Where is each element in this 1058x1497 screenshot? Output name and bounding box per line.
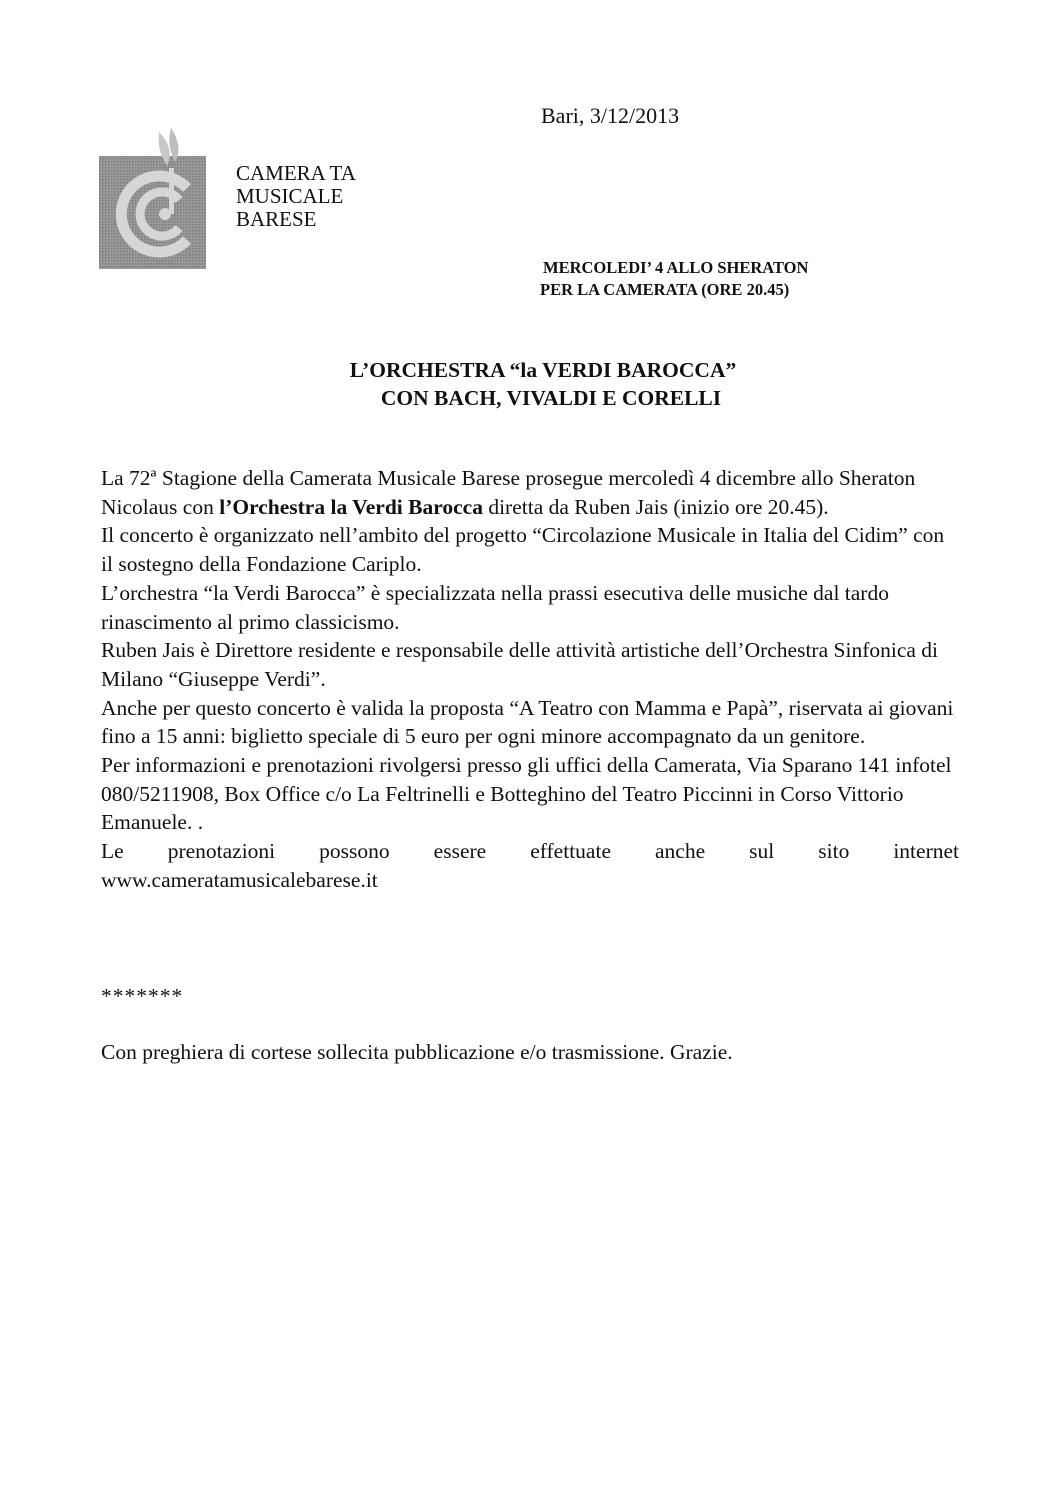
event-line-2: PER LA CAMERATA (ORE 20.45) <box>540 280 790 299</box>
paragraph-offer: Anche per questo concerto è valida la proposta “A Teatro con Mamma e Papà”, riservata ai giovani fino a 15 anni: biglietto speciale di 5 euro per ogni minore accompagnato da un genitore. <box>101 695 954 749</box>
event-announcement <box>540 257 808 301</box>
intro-text-a: La 72ª Stagione della Camerata Musicale Barese prosegue mercoledì 4 dicembre allo Sheraton Nicolaus con <box>101 466 916 519</box>
org-name-line: MUSICALE <box>236 184 344 208</box>
headline-line-2: CON BACH, VIVALDI E CORELLI <box>380 386 722 410</box>
paragraph-intro <box>101 464 959 521</box>
paragraph-orchestra: L’orchestra “la Verdi Barocca” è specializzata nella prassi esecutiva delle musiche dal tardo rinascimento al primo classicismo. <box>101 580 889 634</box>
headline-line-1: L’ORCHESTRA “la VERDI BAROCCA” <box>349 358 737 382</box>
press-release-body <box>101 464 959 895</box>
organization-name <box>236 162 356 231</box>
org-name-line: BARESE <box>236 207 317 231</box>
paragraph-project: Il concerto è organizzato nell’ambito del progetto “Circolazione Musicale in Italia del Cidim” con il sostegno della Fondazione Cariplo. <box>101 523 945 577</box>
event-line-1: MERCOLEDI’ 4 ALLO SHERATON <box>543 258 809 277</box>
intro-text-b: diretta da Ruben Jais (inizio ore 20.45). <box>482 494 829 519</box>
paragraph-info: Per informazioni e prenotazioni rivolgersi presso gli uffici della Camerata, Via Sparano 141 infotel 080/5211908, Box Office c/o La Feltrinelli e Botteghino del Teatro Piccinni in Corso Vittorio Emanuele. . <box>101 753 952 835</box>
org-name-line: CAMERA TA <box>236 161 356 185</box>
paragraph-booking: Le prenotazioni possono essere effettuate anche sul sito internet <box>101 839 959 864</box>
camerata-logo-icon <box>99 128 206 269</box>
paragraph-conductor: Ruben Jais è Direttore residente e responsabile delle attività artistiche dell’Orchestra Sinfonica di Milano “Giuseppe Verdi”. <box>101 638 939 691</box>
document-date: Bari, 3/12/2013 <box>541 103 680 128</box>
closing-line: Con preghiera di cortese sollecita pubblicazione e/o trasmissione. Grazie. <box>101 1040 733 1064</box>
orchestra-name: l’Orchestra la Verdi Barocca <box>219 494 483 519</box>
headline <box>0 356 1058 412</box>
separator: ******* <box>101 984 184 1008</box>
website-link[interactable]: www.cameratamusicalebarese.it <box>101 867 378 892</box>
